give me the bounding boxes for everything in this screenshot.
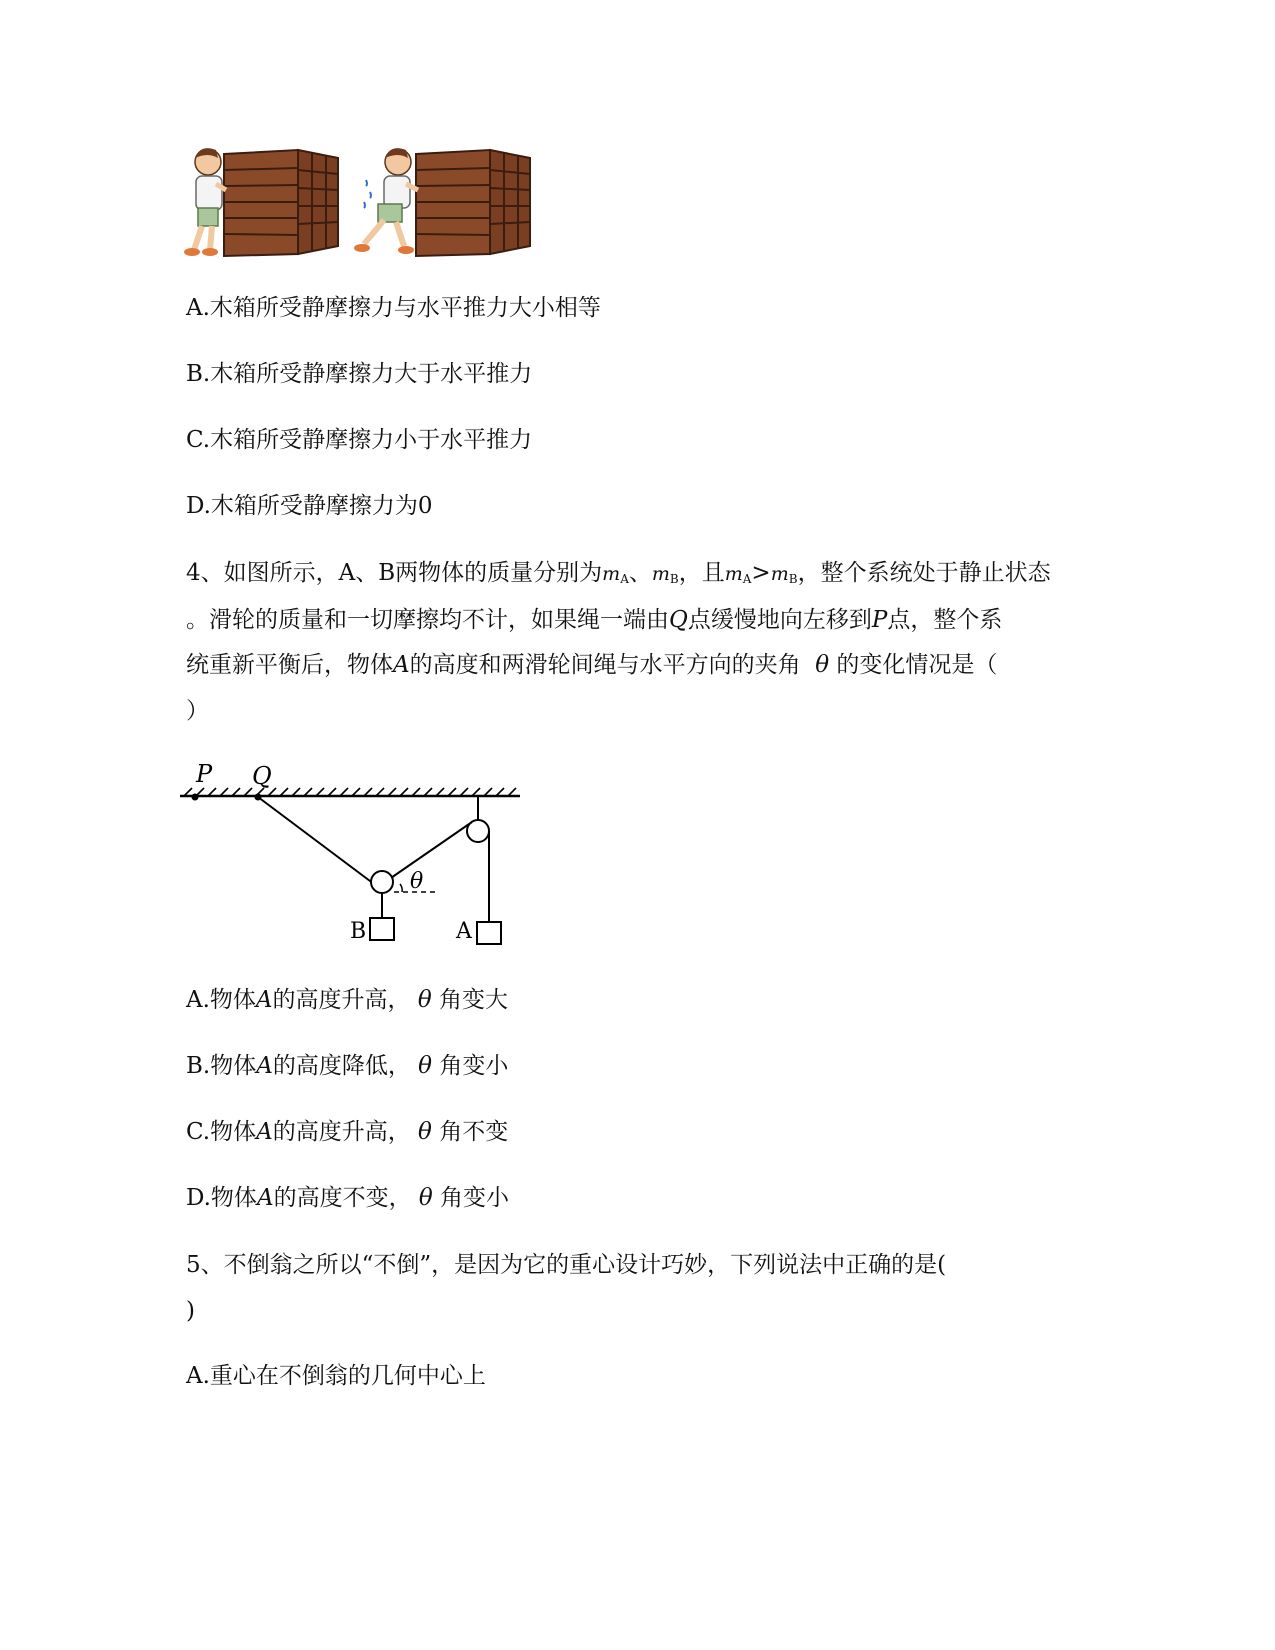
q4-option-c: C.物体A的高度升高， θ 角不变 [186,1119,509,1145]
q3-option-c: C.木箱所受静摩擦力小于水平推力 [186,427,533,453]
label-a: A [456,919,472,944]
q4-option-b: B.物体A的高度降低， θ 角变小 [186,1053,509,1079]
label-b: B [350,919,367,944]
point-p [192,794,199,801]
q3-option-d: D.木箱所受静摩擦力为0 [186,493,433,519]
q4-stem-line-4: ） [186,698,209,724]
q3-option-b: B.木箱所受静摩擦力大于水平推力 [186,361,533,387]
pulley-diagram [180,760,540,960]
movable-pulley [371,871,393,893]
q4-stem-line-1: 4、如图所示，A、B两物体的质量分别为$m_A$、$m_B$，且$m_A>m_B$，整个系统处于静止状态 [186,560,1051,586]
boy-right [354,148,418,254]
q4-option-a: A.物体A的高度升高， θ 角变大 [186,987,509,1013]
q4-stem-line-2: 。滑轮的质量和一切摩擦均不计，如果绳一端由Q点缓慢地向左移到P点，整个系 [186,607,1003,633]
q5-stem-line-2: ) [186,1298,195,1324]
q5-option-a: A.重心在不倒翁的几何中心上 [186,1363,486,1389]
q4-stem-line-3: 统重新平衡后，物体A的高度和两滑轮间绳与水平方向的夹角 θ 的变化情况是（ [186,652,998,678]
q4-option-d: D.物体A的高度不变， θ 角变小 [186,1185,510,1211]
q5-stem-line-1: 5、不倒翁之所以“不倒”，是因为它的重心设计巧妙，下列说法中正确的是( [186,1252,947,1278]
wooden-crate-left [224,150,338,256]
boy-pushing-crate-illustration [180,140,550,265]
wooden-crate-right [416,150,530,256]
label-q: Q [252,762,272,790]
boy-left [184,148,226,256]
block-b [370,918,394,940]
block-a [477,922,501,944]
label-p: P [196,760,213,788]
q3-option-a: A.木箱所受静摩擦力与水平推力大小相等 [186,295,601,321]
label-theta: θ [410,869,424,894]
